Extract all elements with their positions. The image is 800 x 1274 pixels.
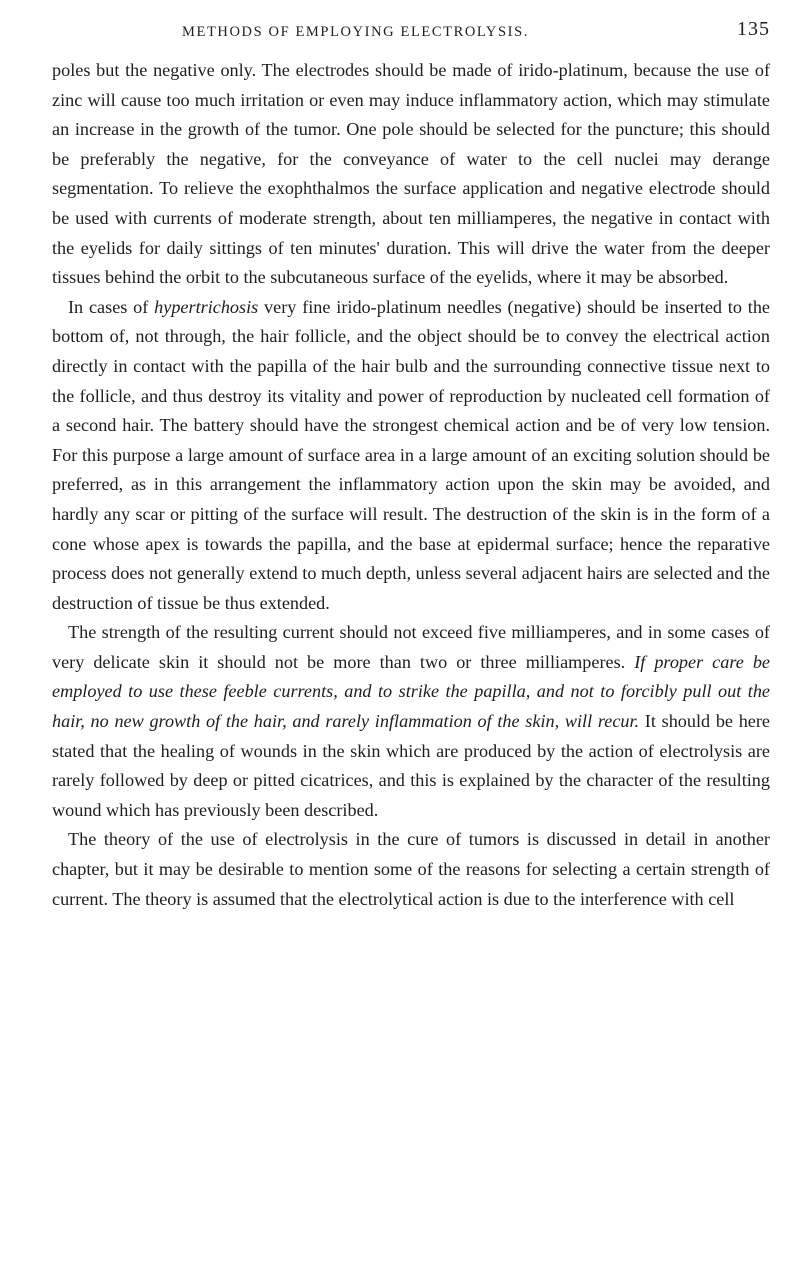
text-segment: The strength of the resulting current should not exceed five milliamperes, and in some cases of very delicate skin it should not be more than two or three milliamperes. (52, 622, 770, 672)
italic-term: hypertrichosis (154, 296, 259, 317)
running-title: METHODS OF EMPLOYING ELECTROLYSIS. (182, 24, 529, 40)
text-segment: poles but the negative only. The electrodes should be made of irido-platinum, because the use of zinc will cause too much irritation or even may induce inflammatory action, which may stimulate an increase in the growth of the tumor. One pole should be selected for the puncture; this should be preferably the negative, for the conveyance of water to the cell nuclei may derange segmentation. To relieve the exophthalmos the surface application and negative electrode should be used with currents of moderate strength, about ten milliamperes, the negative in contact with the eyelids for daily sittings of ten minutes' duration. This will drive the water from the deeper tissues behind the orbit to the subcutaneous surface of the eyelids, where it may be absorbed. (52, 60, 770, 288)
paragraph-4 (52, 825, 770, 914)
book-page (52, 18, 770, 914)
text-segment: In cases of (68, 296, 155, 317)
paragraph-1 (52, 56, 770, 293)
paragraph-2 (52, 293, 770, 619)
paragraph-3 (52, 618, 770, 825)
text-segment: very fine irido-platinum needles (negative) should be inserted to the bottom of, not through, the hair follicle, and the object should be to convey the electrical action directly in contact with the papilla of the hair bulb and the surrounding connective tissue next to the follicle, and thus destroy its vitality and power of reproduction by nucleated cell formation of a second hair. The battery should have the strongest chemical action and be of very low tension. For this purpose a large amount of surface area in a large amount of an exciting solution should be preferred, as in this arrangement the inflammatory action upon the skin may be avoided, and hardly any scar or pitting of the surface will result. The destruction of the skin is in the form of a cone whose apex is towards the papilla, and the base at epidermal surface; hence the reparative process does not generally extend to much depth, unless several adjacent hairs are selected and the destruction of tissue be thus extended. (52, 296, 770, 613)
body-text (52, 56, 770, 914)
italic-emphasis: If proper care be employed to use these feeble currents, and to strike the papilla, and not to forcibly pull out the hair, no new growth of the hair, and rarely inflammation of the skin, will recur. (52, 651, 770, 732)
text-segment: The theory of the use of electrolysis in the cure of tumors is discussed in detail in another chapter, but it may be desirable to mention some of the reasons for selecting a certain strength of current. The theory is assumed that the electrolytical action is due to the interference with cell (52, 829, 770, 909)
page-number: 135 (737, 18, 770, 40)
running-header (52, 18, 770, 48)
text-segment: It should be here stated that the healing of wounds in the skin which are produced by the action of electrolysis are rarely followed by deep or pitted cicatrices, and this is explained by the character of the resulting wound which has previously been described. (52, 711, 770, 820)
